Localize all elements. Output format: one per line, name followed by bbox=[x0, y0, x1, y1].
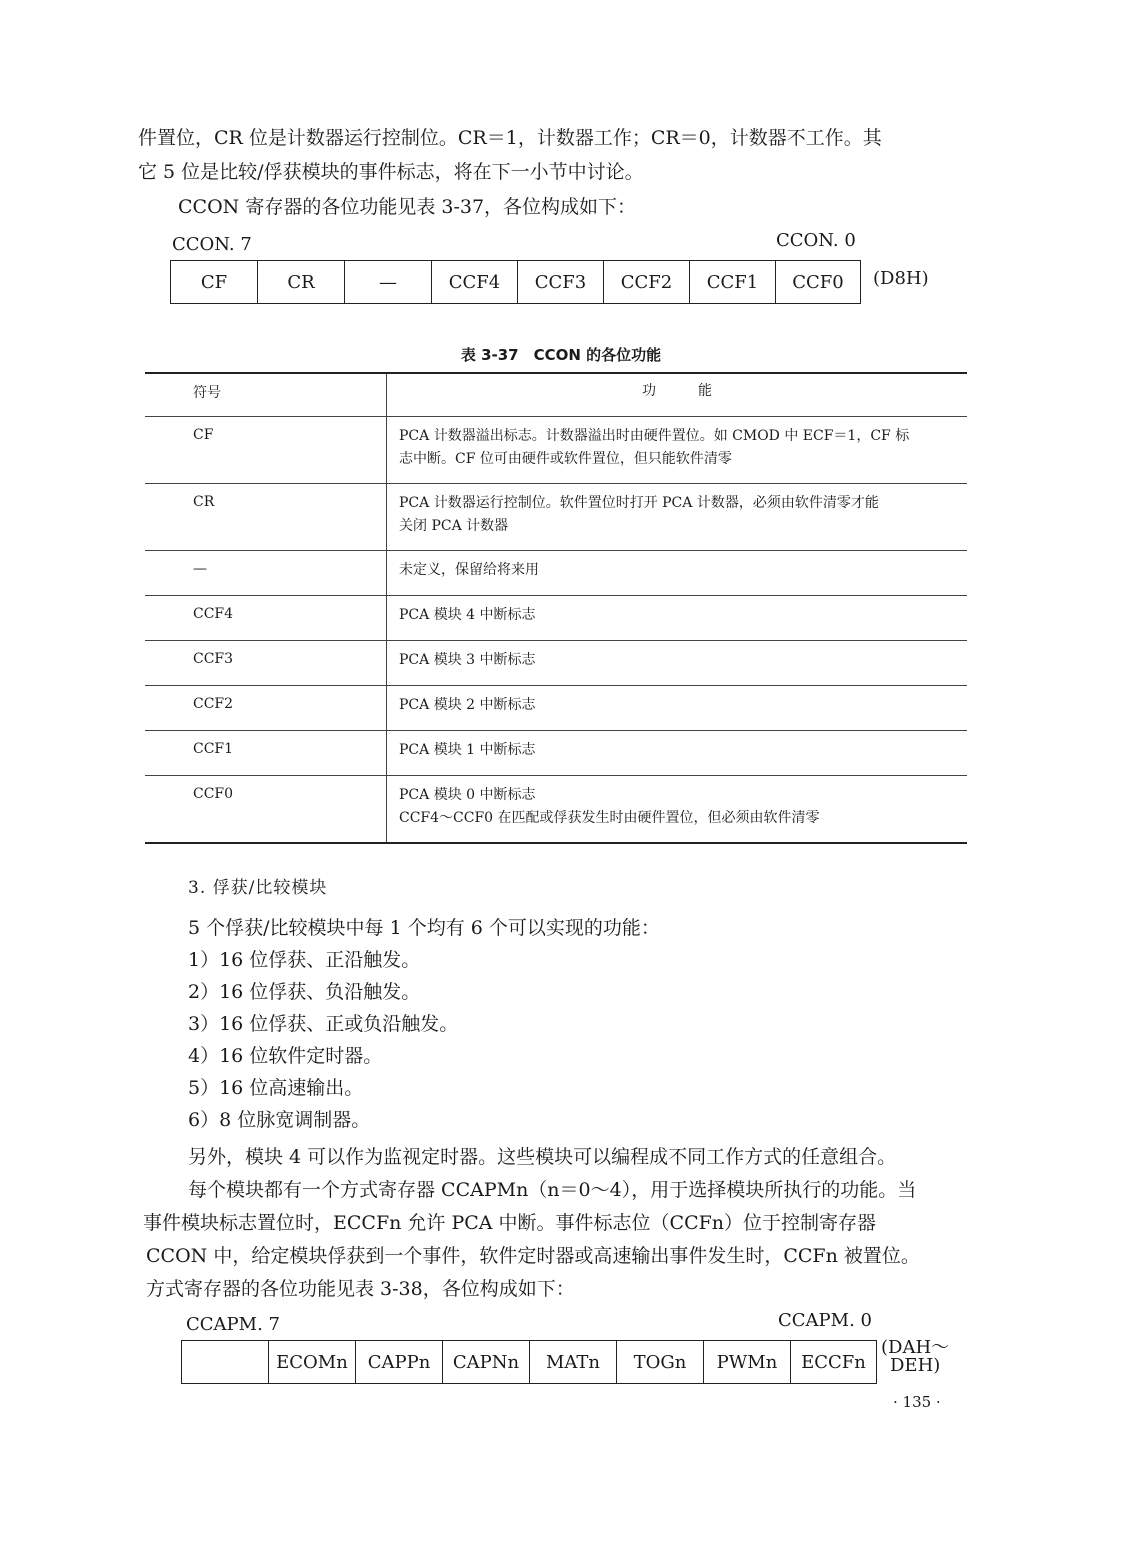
section-heading: 3. 俘获/比较模块 bbox=[188, 878, 328, 898]
table-row bbox=[145, 417, 967, 484]
paragraph-mode-line-3: CCON 中，给定模块俘获到一个事件，软件定时器或高速输出事件发生时，CCFn 被置位。 bbox=[146, 1245, 920, 1267]
function-line: 关闭 PCA 计数器 bbox=[399, 518, 509, 534]
list-item: 2）16 位俘获、负沿触发。 bbox=[188, 981, 421, 1003]
paragraph-mode-line-1: 每个模块都有一个方式寄存器 CCAPMn（n＝0～4），用于选择模块所执行的功能。当 bbox=[188, 1179, 917, 1201]
ccon-msb-label: CCON. 7 bbox=[172, 234, 252, 255]
paragraph-watchdog: 另外，模块 4 可以作为监视定时器。这些模块可以编程成不同工作方式的任意组合。 bbox=[188, 1146, 897, 1168]
table-cell-function bbox=[387, 484, 968, 551]
function-line: PCA 模块 4 中断标志 bbox=[399, 607, 536, 623]
table-row bbox=[145, 776, 967, 844]
table-cell-symbol: CCF0 bbox=[145, 776, 387, 844]
ccapm-msb-label: CCAPM. 7 bbox=[186, 1314, 280, 1335]
table-title: 表 3-37 CCON 的各位功能 bbox=[460, 346, 662, 364]
function-line: 未定义，保留给将来用 bbox=[399, 562, 539, 578]
table-cell-symbol: CCF1 bbox=[145, 731, 387, 776]
table-header-symbol: 符号 bbox=[145, 373, 387, 417]
ccon-bit-function-table bbox=[145, 372, 967, 844]
ccon-bit-cell: CCF2 bbox=[603, 261, 689, 303]
function-line: PCA 计数器运行控制位。软件置位时打开 PCA 计数器，必须由软件清零才能 bbox=[399, 495, 879, 511]
ccon-bit-cell: CF bbox=[170, 261, 257, 303]
table-cell-symbol: CR bbox=[145, 484, 387, 551]
table-row bbox=[145, 551, 967, 596]
function-line: PCA 模块 0 中断标志 bbox=[399, 787, 536, 803]
table-row bbox=[145, 731, 967, 776]
ccapm-bit-cell: CAPPn bbox=[355, 1341, 442, 1383]
ccapm-address-line-1: (DAH～ bbox=[881, 1337, 950, 1358]
table-row bbox=[145, 484, 967, 551]
ccapm-address-line-2: DEH) bbox=[890, 1355, 941, 1376]
table-cell-symbol: CCF2 bbox=[145, 686, 387, 731]
table-cell-function bbox=[387, 641, 968, 686]
table-row bbox=[145, 686, 967, 731]
ccapm-bit-cell: TOGn bbox=[616, 1341, 703, 1383]
function-line: PCA 模块 2 中断标志 bbox=[399, 697, 536, 713]
table-cell-function bbox=[387, 731, 968, 776]
intro-line-1: 件置位，CR 位是计数器运行控制位。CR＝1，计数器工作；CR＝0，计数器不工作。其 bbox=[138, 127, 882, 149]
ccon-bit-cell: CCF4 bbox=[431, 261, 517, 303]
list-item: 1）16 位俘获、正沿触发。 bbox=[188, 949, 421, 971]
ccon-lsb-label: CCON. 0 bbox=[776, 230, 856, 251]
ccon-register bbox=[170, 260, 861, 304]
intro-line-2: 它 5 位是比较/俘获模块的事件标志，将在下一小节中讨论。 bbox=[138, 161, 644, 183]
intro-line-3: CCON 寄存器的各位功能见表 3-37，各位构成如下： bbox=[178, 196, 637, 218]
function-line: PCA 计数器溢出标志。计数器溢出时由硬件置位。如 CMOD 中 ECF＝1，CF 标 bbox=[399, 428, 910, 444]
page-number: · 135 · bbox=[893, 1393, 941, 1411]
ccapm-bit-cell: CAPNn bbox=[442, 1341, 529, 1383]
list-item: 4）16 位软件定时器。 bbox=[188, 1045, 383, 1067]
ccon-bit-cell: — bbox=[344, 261, 431, 303]
ccapm-bit-cell: MATn bbox=[529, 1341, 616, 1383]
paragraph-mode-line-4: 方式寄存器的各位功能见表 3-38，各位构成如下： bbox=[146, 1278, 575, 1300]
ccapm-register bbox=[181, 1340, 877, 1384]
ccapm-bit-cell: PWMn bbox=[703, 1341, 790, 1383]
function-line: PCA 模块 3 中断标志 bbox=[399, 652, 536, 668]
section-lead: 5 个俘获/比较模块中每 1 个均有 6 个可以实现的功能： bbox=[188, 917, 660, 939]
ccapm-bit-cell: ECOMn bbox=[268, 1341, 355, 1383]
table-cell-symbol: CCF4 bbox=[145, 596, 387, 641]
ccon-bit-cell: CCF1 bbox=[689, 261, 775, 303]
ccapm-lsb-label: CCAPM. 0 bbox=[778, 1310, 872, 1331]
ccon-bit-cell: CCF3 bbox=[517, 261, 603, 303]
ccon-bit-cell: CR bbox=[257, 261, 344, 303]
list-item: 3）16 位俘获、正或负沿触发。 bbox=[188, 1013, 459, 1035]
ccon-address: (D8H) bbox=[873, 268, 929, 289]
function-line: 志中断。CF 位可由硬件或软件置位，但只能软件清零 bbox=[399, 451, 732, 467]
table-cell-symbol: CF bbox=[145, 417, 387, 484]
paragraph-mode-line-2: 事件模块标志置位时，ECCFn 允许 PCA 中断。事件标志位（CCFn）位于控制寄存器 bbox=[143, 1212, 877, 1234]
ccapm-bit-cell: ECCFn bbox=[790, 1341, 877, 1383]
table-cell-symbol: — bbox=[145, 551, 387, 596]
ccapm-bit-cell bbox=[181, 1341, 268, 1383]
table-row bbox=[145, 596, 967, 641]
table-cell-function bbox=[387, 551, 968, 596]
table-cell-symbol: CCF3 bbox=[145, 641, 387, 686]
table-cell-function bbox=[387, 686, 968, 731]
table-row bbox=[145, 641, 967, 686]
list-item: 6）8 位脉宽调制器。 bbox=[188, 1109, 371, 1131]
ccon-bit-cell: CCF0 bbox=[775, 261, 861, 303]
table-header-function: 功 能 bbox=[387, 373, 968, 417]
function-line: CCF4～CCF0 在匹配或俘获发生时由硬件置位，但必须由软件清零 bbox=[399, 810, 820, 826]
function-list bbox=[188, 912, 660, 1136]
function-line: PCA 模块 1 中断标志 bbox=[399, 742, 536, 758]
table-cell-function bbox=[387, 596, 968, 641]
table-cell-function bbox=[387, 417, 968, 484]
list-item: 5）16 位高速输出。 bbox=[188, 1077, 364, 1099]
table-cell-function bbox=[387, 776, 968, 844]
